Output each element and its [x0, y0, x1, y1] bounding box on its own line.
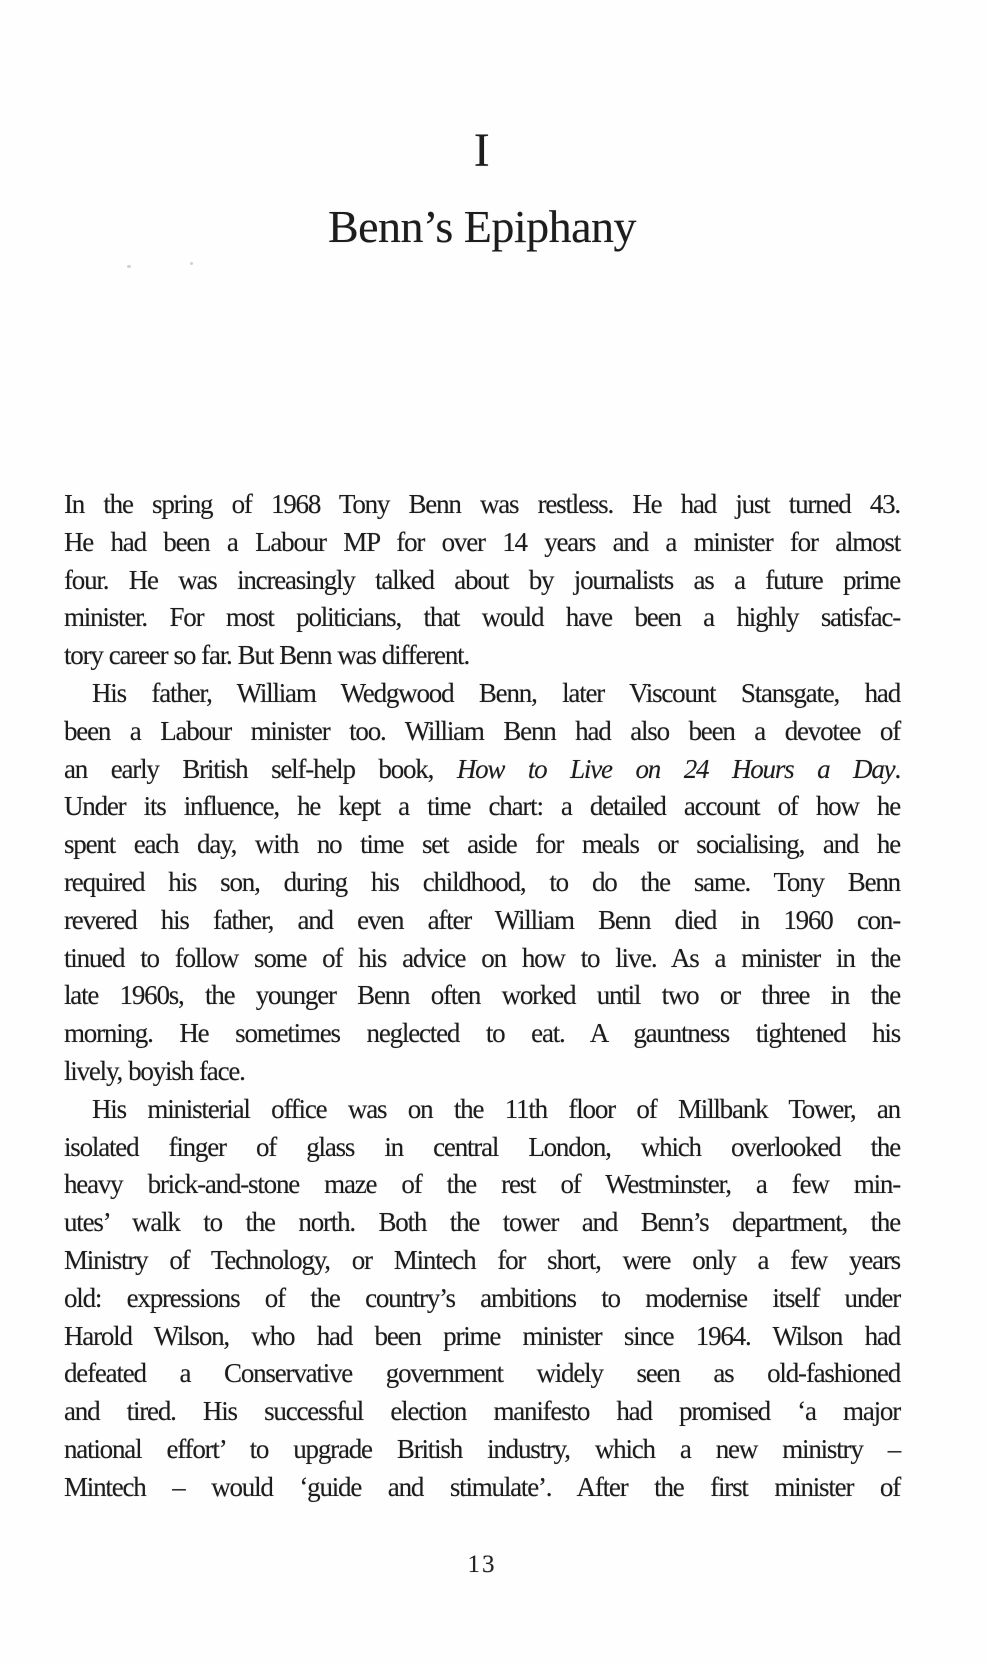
text-line: spent each day, with no time set aside for meals or socialising, and he: [64, 829, 900, 860]
text-line: He had been a Labour MP for over 14 years and a minister for almost: [64, 526, 900, 557]
paragraph-1: [64, 486, 900, 675]
text-line: In the spring of 1968 Tony Benn was restless. He had just turned 43.: [64, 489, 900, 519]
text-line: defeated a Conservative government widely seen as old-fashioned: [64, 1358, 900, 1389]
text-line: isolated finger of glass in central London, which overlooked the: [64, 1131, 900, 1162]
book-title-italic: How to Live on 24 Hours a Day: [456, 753, 895, 784]
text-line: late 1960s, the younger Benn often worked until two or three in the: [64, 980, 900, 1011]
chapter-number: I: [473, 124, 491, 177]
text-segment: an early British self-help book,: [64, 753, 457, 784]
text-line: revered his father, and even after William Benn died in 1960 con-: [64, 904, 900, 935]
text-line: His ministerial office was on the 11th floor of Millbank Tower, an: [92, 1093, 900, 1124]
paragraph-3: [64, 1091, 900, 1507]
text-line: His father, William Wedgwood Benn, later Viscount Stansgate, had: [92, 677, 900, 708]
text-line: minister. For most politicians, that would have been a highly satisfac-: [64, 602, 900, 633]
text-line: Ministry of Technology, or Mintech for short, were only a few years: [64, 1244, 900, 1275]
text-line: required his son, during his childhood, to do the same. Tony Benn: [64, 866, 900, 897]
chapter-title: Benn’s Epiphany: [327, 201, 637, 252]
scan-speck: [190, 262, 193, 265]
text-line-with-book-title: [64, 751, 900, 789]
text-line: tinued to follow some of his advice on how to live. As a minister in the: [64, 942, 900, 973]
text-line: Under its influence, he kept a time chart: a detailed account of how he: [64, 791, 900, 822]
text-line: tory career so far. But Benn was different.: [64, 640, 469, 671]
text-line: lively, boyish face.: [64, 1055, 245, 1086]
paragraph-2: [64, 675, 900, 1091]
body-text: [64, 486, 900, 1507]
scan-speck: [127, 265, 131, 268]
text-line: four. He was increasingly talked about by journalists as a future prime: [64, 564, 900, 595]
text-line: utes’ walk to the north. Both the tower and Benn’s department, the: [64, 1207, 900, 1238]
text-segment: .: [894, 753, 900, 784]
text-line: Mintech – would ‘guide and stimulate’. After the first minister of: [64, 1471, 900, 1502]
text-line: morning. He sometimes neglected to eat. A gauntness tightened his: [64, 1018, 900, 1049]
text-line: old: expressions of the country’s ambitions to modernise itself under: [64, 1282, 900, 1313]
page-number: 13: [467, 1551, 497, 1578]
text-line: Harold Wilson, who had been prime minister since 1964. Wilson had: [64, 1320, 900, 1351]
text-line: heavy brick-and-stone maze of the rest of Westminster, a few min-: [64, 1169, 900, 1200]
text-line: national effort’ to upgrade British industry, which a new ministry –: [64, 1433, 900, 1464]
text-line: been a Labour minister too. William Benn had also been a devotee of: [64, 715, 900, 746]
text-line: and tired. His successful election manifesto had promised ‘a major: [64, 1396, 900, 1427]
